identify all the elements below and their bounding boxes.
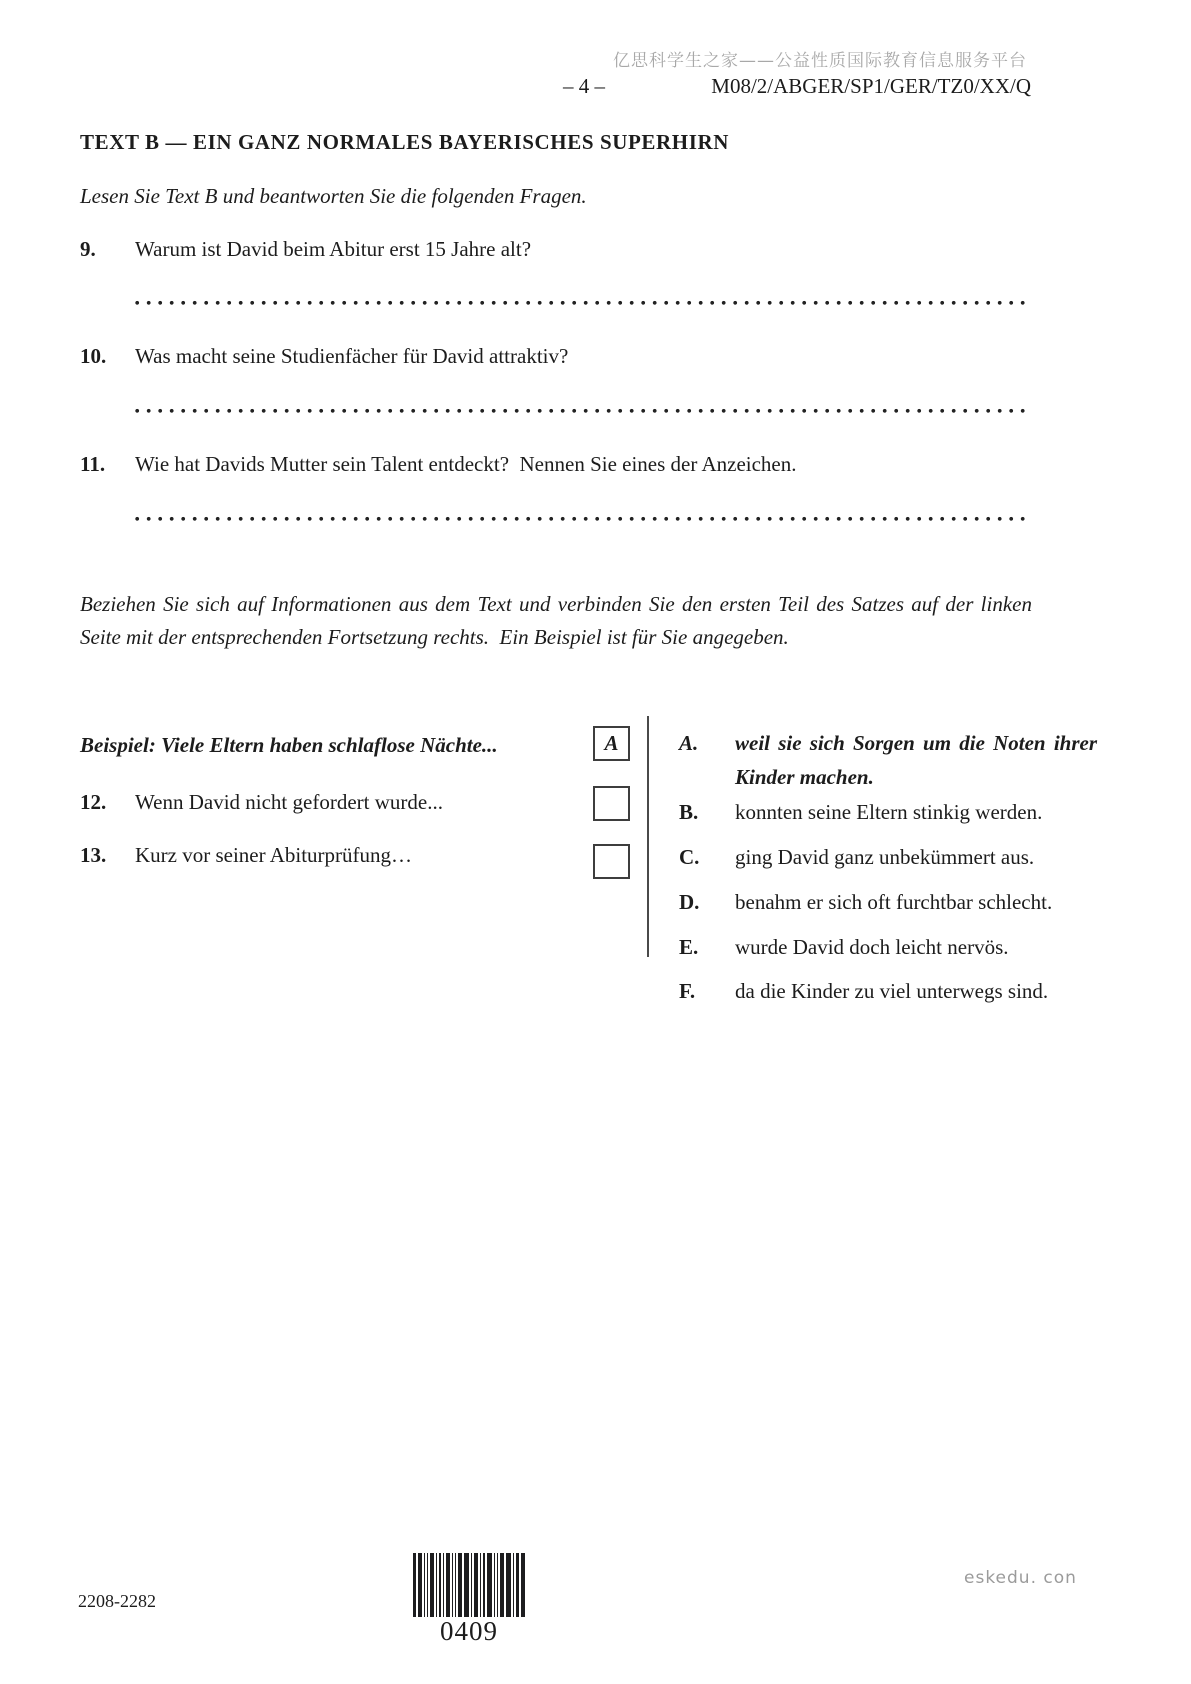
item-text: Kurz vor seiner Abiturprüfung… (135, 843, 413, 867)
barcode (413, 1553, 525, 1617)
watermark-eskedu: eskedu. con (964, 1568, 1077, 1588)
example-answer-box: A (593, 726, 630, 761)
option-text: wurde David doch leicht nervös. (735, 935, 1009, 959)
option-text: konnten seine Eltern stinkig werden. (735, 800, 1043, 824)
matching-instruction: Beziehen Sie sich auf Informationen aus dem Text und verbinden Sie den ersten Teil des Satzes auf der linken Seite mit der entsprechenden Fortsetzung rechts. Ein Beispiel ist für Sie angegeben. (80, 592, 1038, 649)
column-divider (647, 716, 649, 957)
question-number: 9. (80, 237, 96, 261)
question-number: 10. (80, 344, 107, 368)
option-letter: E. (679, 935, 699, 959)
option-text: da die Kinder zu viel unterwegs sind. (735, 979, 1049, 1003)
answer-line[interactable] (135, 516, 1032, 522)
answer-box-12[interactable] (593, 786, 630, 821)
paper-code: M08/2/ABGER/SP1/GER/TZ0/XX/Q (711, 74, 1031, 98)
watermark-chinese: 亿思科学生之家——公益性质国际教育信息服务平台 (613, 51, 1027, 71)
barcode-label: 0409 (440, 1616, 498, 1646)
option-letter: D. (679, 890, 700, 914)
page-number: – 4 – (563, 74, 605, 98)
option-letter: F. (679, 979, 696, 1003)
option-text: weil sie sich Sorgen um die Noten ihrer Kinder machen. (735, 731, 1097, 789)
answer-line[interactable] (135, 300, 1032, 306)
item-number: 13. (80, 843, 107, 867)
example-sentence: Beispiel: Viele Eltern haben schlaflose Nächte... (80, 733, 498, 757)
item-number: 12. (80, 790, 107, 814)
option-letter: A. (679, 731, 699, 755)
section-title: TEXT B — EIN GANZ NORMALES BAYERISCHES SUPERHIRN (80, 130, 730, 154)
question-text: Was macht seine Studienfächer für David attraktiv? (135, 344, 569, 368)
reading-instruction: Lesen Sie Text B und beantworten Sie die folgenden Fragen. (80, 184, 587, 208)
document-number: 2208-2282 (78, 1591, 156, 1611)
option-text: benahm er sich oft furchtbar schlecht. (735, 890, 1053, 914)
question-number: 11. (80, 452, 106, 476)
item-text: Wenn David nicht gefordert wurde... (135, 790, 443, 814)
option-letter: C. (679, 845, 700, 869)
answer-box-13[interactable] (593, 844, 630, 879)
question-text: Warum ist David beim Abitur erst 15 Jahre alt? (135, 237, 532, 261)
answer-line[interactable] (135, 408, 1032, 414)
option-text: ging David ganz unbekümmert aus. (735, 845, 1035, 869)
barcode-bar (521, 1553, 525, 1617)
matching-option (679, 726, 1097, 794)
option-letter: B. (679, 800, 699, 824)
question-text: Wie hat Davids Mutter sein Talent entdeckt? Nennen Sie eines der Anzeichen. (135, 452, 797, 476)
